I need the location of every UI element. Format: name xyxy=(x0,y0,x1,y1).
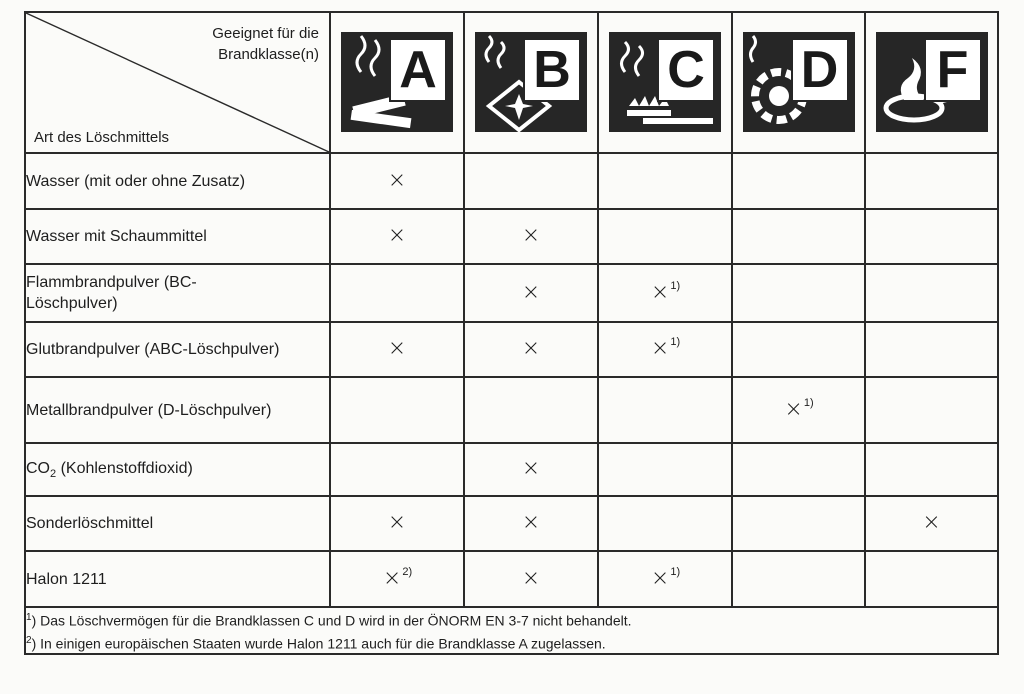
agent-special: Sonderlöschmittel xyxy=(25,496,330,551)
check-x: × xyxy=(387,223,407,248)
table-row xyxy=(25,264,998,322)
class-b-letter: B xyxy=(523,38,581,102)
mark-d-f xyxy=(865,377,998,443)
table-row xyxy=(25,209,998,264)
agent-halon: Halon 1211 xyxy=(25,551,330,607)
solid-materials-fire-icon xyxy=(341,32,453,132)
footnote-ref-1: 1) xyxy=(670,336,681,348)
header-corner-cell xyxy=(25,12,330,153)
footnote-ref-2: 2) xyxy=(402,565,413,578)
mark-foam-a xyxy=(330,209,464,264)
check-x: × xyxy=(650,279,670,305)
agent-foam: Wasser mit Schaummittel xyxy=(25,209,330,264)
footnote-2-text: ) In einigen europäischen Staaten wurde Halon 1211 auch für die Brandklasse A zugelassen. xyxy=(31,635,606,652)
class-a-letter: A xyxy=(389,38,447,102)
check-x: × xyxy=(387,336,407,361)
mark-d-a xyxy=(330,377,464,443)
header-row xyxy=(25,12,998,153)
table-row xyxy=(25,153,998,209)
footnotes-row xyxy=(25,607,998,654)
suitable-for-classes-label xyxy=(99,23,319,65)
footnote-1 xyxy=(26,608,997,631)
mark-special-a xyxy=(330,496,464,551)
class-c-letter: C xyxy=(657,38,715,102)
class-c-header xyxy=(598,12,732,153)
check-x: × xyxy=(387,167,407,193)
footnote-ref-1: 1) xyxy=(670,279,681,292)
agent-abc-powder: Glutbrandpulver (ABC-Löschpulver) xyxy=(25,322,330,377)
check-x: × xyxy=(382,565,402,591)
table-row xyxy=(25,551,998,607)
mark-bc-a xyxy=(330,264,464,322)
mark-d-c xyxy=(598,377,732,443)
mark-special-c xyxy=(598,496,732,551)
top-label-line2: Brandklasse(n) xyxy=(218,46,319,63)
agent-co2-sub: 2 xyxy=(50,468,57,480)
check-x: × xyxy=(387,510,407,535)
table-row xyxy=(25,322,998,377)
mark-abc-d xyxy=(732,322,865,377)
check-x: × xyxy=(922,510,941,535)
gas-fire-icon xyxy=(609,32,721,132)
check-x: × xyxy=(650,565,670,591)
mark-co2-b xyxy=(464,443,598,496)
footnote-2 xyxy=(26,631,997,654)
class-a-header xyxy=(330,12,464,153)
check-x: × xyxy=(521,336,541,361)
mark-foam-d xyxy=(732,209,865,264)
mark-bc-d xyxy=(732,264,865,322)
mark-water-a xyxy=(330,153,464,209)
mark-halon-c xyxy=(598,551,732,607)
mark-foam-b xyxy=(464,209,598,264)
mark-abc-c xyxy=(598,322,732,377)
mark-abc-b xyxy=(464,322,598,377)
agent-bc-powder-line1: Flammbrandpulver (BC- xyxy=(26,274,197,291)
mark-water-b xyxy=(464,153,598,209)
footnote-1-text: ) Das Löschvermögen für die Brandklassen C und D wird in der ÖNORM EN 3-7 nicht behandelt. xyxy=(31,612,632,629)
agent-co2 xyxy=(25,443,330,496)
liquid-fire-icon xyxy=(475,32,587,132)
agent-bc-powder-line2: Löschpulver) xyxy=(26,295,118,312)
table-row xyxy=(25,377,998,443)
class-f-letter: F xyxy=(924,38,982,102)
mark-water-d xyxy=(732,153,865,209)
check-x: × xyxy=(521,456,541,481)
agent-type-label: Art des Löschmittels xyxy=(34,129,170,146)
mark-co2-f xyxy=(865,443,998,496)
agent-bc-powder xyxy=(25,264,330,322)
mark-bc-b xyxy=(464,264,598,322)
footnote-1-number: 1 xyxy=(26,612,32,623)
check-x: × xyxy=(521,279,541,305)
mark-water-f xyxy=(865,153,998,209)
mark-co2-d xyxy=(732,443,865,496)
check-x: × xyxy=(521,565,541,591)
mark-halon-a xyxy=(330,551,464,607)
footnotes-cell xyxy=(25,607,998,654)
extinguisher-suitability-table xyxy=(24,11,999,655)
table-row xyxy=(25,443,998,496)
table-row xyxy=(25,496,998,551)
mark-abc-f xyxy=(865,322,998,377)
top-label-line1: Geeignet für die xyxy=(212,25,319,42)
mark-d-b xyxy=(464,377,598,443)
mark-co2-a xyxy=(330,443,464,496)
class-f-header xyxy=(865,12,998,153)
agent-co2-post: (Kohlenstoffdioxid) xyxy=(56,460,193,477)
check-x: × xyxy=(650,336,670,361)
mark-co2-c xyxy=(598,443,732,496)
mark-d-d xyxy=(732,377,865,443)
mark-foam-c xyxy=(598,209,732,264)
cooking-oil-fire-icon xyxy=(876,32,988,132)
class-d-header xyxy=(732,12,865,153)
footnote-2-number: 2 xyxy=(26,634,32,646)
footnote-ref-1: 1) xyxy=(670,565,681,578)
mark-special-f xyxy=(865,496,998,551)
agent-d-powder: Metallbrandpulver (D-Löschpulver) xyxy=(25,377,330,443)
class-d-letter: D xyxy=(791,38,849,102)
mark-special-b xyxy=(464,496,598,551)
mark-bc-f xyxy=(865,264,998,322)
mark-halon-f xyxy=(865,551,998,607)
class-b-header xyxy=(464,12,598,153)
agent-water: Wasser (mit oder ohne Zusatz) xyxy=(25,153,330,209)
mark-water-c xyxy=(598,153,732,209)
mark-abc-a xyxy=(330,322,464,377)
check-x: × xyxy=(784,396,803,422)
mark-special-d xyxy=(732,496,865,551)
agent-co2-pre: CO xyxy=(26,460,50,477)
check-x: × xyxy=(521,510,541,535)
footnote-ref-1: 1) xyxy=(803,396,814,409)
mark-bc-c xyxy=(598,264,732,322)
mark-foam-f xyxy=(865,209,998,264)
check-x: × xyxy=(521,223,541,248)
mark-halon-d xyxy=(732,551,865,607)
metal-fire-icon xyxy=(743,32,855,132)
mark-halon-b xyxy=(464,551,598,607)
